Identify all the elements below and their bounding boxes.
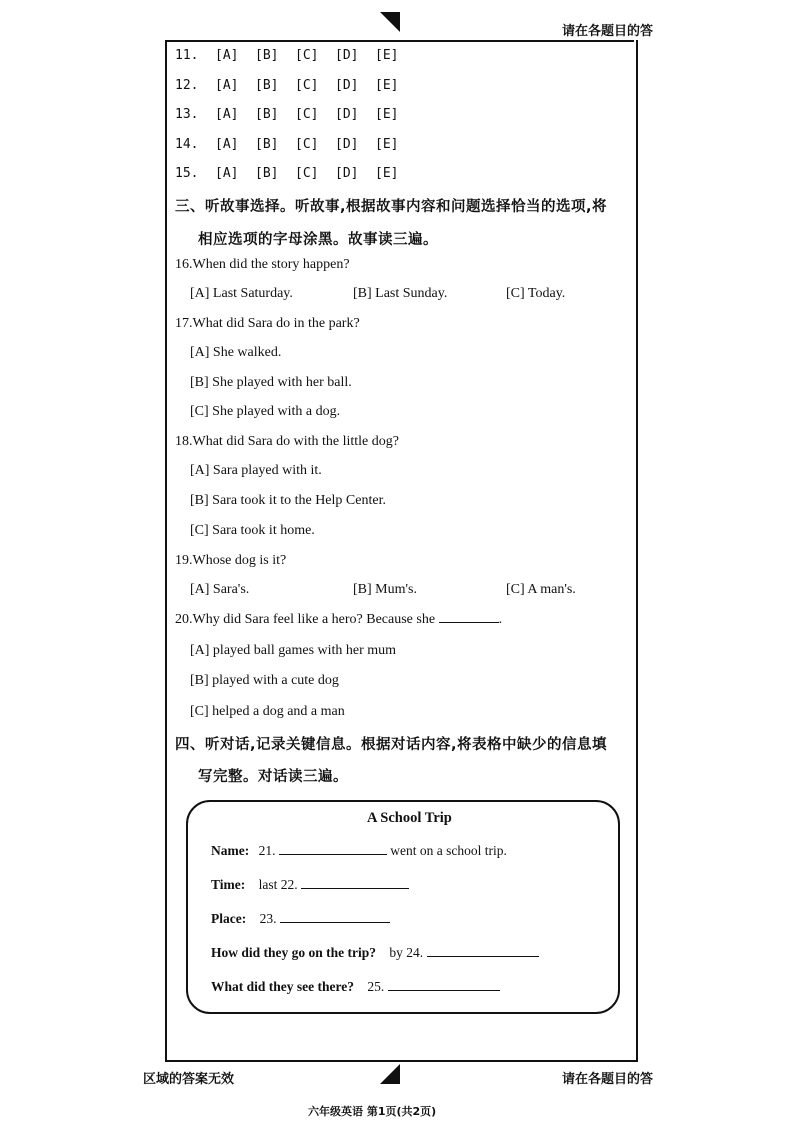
alignment-mark-icon <box>380 1064 402 1086</box>
q17-option-b[interactable]: [B] She played with her ball. <box>190 375 352 390</box>
bubble-d[interactable]: [D] <box>335 48 359 63</box>
trip-how-row: How did they go on the trip? by 24. <box>211 945 539 961</box>
section3-heading-line1: 三、听故事选择。听故事,根据故事内容和问题选择恰当的选项,将 <box>175 199 608 215</box>
bubble-d[interactable]: [D] <box>335 137 359 152</box>
bubble-c[interactable]: [C] <box>295 107 319 122</box>
bubble-c[interactable]: [C] <box>295 48 319 63</box>
school-trip-title: A School Trip <box>367 810 452 826</box>
bubble-b[interactable]: [B] <box>255 137 279 152</box>
bubble-e[interactable]: [E] <box>375 137 399 152</box>
q16-option-b[interactable]: [B] Last Sunday. <box>353 286 448 301</box>
q20-option-c[interactable]: [C] helped a dog and a man <box>190 704 345 719</box>
section4-heading-line1: 四、听对话,记录关键信息。根据对话内容,将表格中缺少的信息填 <box>175 737 608 753</box>
bubble-b[interactable]: [B] <box>255 78 279 93</box>
bubble-b[interactable]: [B] <box>255 166 279 181</box>
section3-heading-line2: 相应选项的字母涂黑。故事读三遍。 <box>198 232 438 248</box>
bubble-b[interactable]: [B] <box>255 107 279 122</box>
question-19: 19.Whose dog is it? <box>175 553 287 568</box>
bubble-c[interactable]: [C] <box>295 78 319 93</box>
q19-option-c[interactable]: [C] A man's. <box>506 582 576 597</box>
bubble-e[interactable]: [E] <box>375 107 399 122</box>
bubble-e[interactable]: [E] <box>375 78 399 93</box>
bubble-b[interactable]: [B] <box>255 48 279 63</box>
trip-place-row: Place: 23. <box>211 911 390 927</box>
q18-option-b[interactable]: [B] Sara took it to the Help Center. <box>190 493 386 508</box>
q20-option-a[interactable]: [A] played ball games with her mum <box>190 643 397 658</box>
section4-heading-line2: 写完整。对话读三遍。 <box>198 769 348 785</box>
bubble-a[interactable]: [A] <box>215 107 239 122</box>
alignment-mark-icon <box>380 12 402 34</box>
trip-name-row: Name: 21. went on a school trip. <box>211 843 507 858</box>
answer-row-14: 14. [A] [B] [C] [D] [E] <box>175 137 415 153</box>
bubble-e[interactable]: [E] <box>375 48 399 63</box>
bubble-d[interactable]: [D] <box>335 107 359 122</box>
answer-blank-23[interactable] <box>280 922 390 923</box>
question-18: 18.What did Sara do with the little dog? <box>175 434 399 449</box>
header-note: 请在各题目的答 <box>562 24 654 39</box>
answer-row-13: 13. [A] [B] [C] [D] [E] <box>175 107 415 123</box>
bubble-d[interactable]: [D] <box>335 166 359 181</box>
bubble-a[interactable]: [A] <box>215 48 239 63</box>
footer-right-note: 请在各题目的答 <box>562 1072 654 1087</box>
bubble-a[interactable]: [A] <box>215 166 239 181</box>
answer-blank-21[interactable] <box>279 854 387 855</box>
q17-option-c[interactable]: [C] She played with a dog. <box>190 404 341 419</box>
q17-option-a[interactable]: [A] She walked. <box>190 345 282 360</box>
q19-option-b[interactable]: [B] Mum's. <box>353 582 417 597</box>
q19-option-a[interactable]: [A] Sara's. <box>190 582 250 597</box>
answer-row-11: 11. [A] [B] [C] [D] [E] <box>175 48 415 64</box>
bubble-d[interactable]: [D] <box>335 78 359 93</box>
bubble-e[interactable]: [E] <box>375 166 399 181</box>
answer-blank-22[interactable] <box>301 888 409 889</box>
footer-left-note: 区域的答案无效 <box>143 1072 235 1087</box>
answer-blank-25[interactable] <box>388 990 500 991</box>
trip-what-row: What did they see there? 25. <box>211 979 500 995</box>
question-20: 20.Why did Sara feel like a hero? Because she . <box>175 612 503 627</box>
bubble-c[interactable]: [C] <box>295 137 319 152</box>
bubble-a[interactable]: [A] <box>215 137 239 152</box>
bubble-a[interactable]: [A] <box>215 78 239 93</box>
q16-option-a[interactable]: [A] Last Saturday. <box>190 286 293 301</box>
q16-option-c[interactable]: [C] Today. <box>506 286 566 301</box>
page-footer: 六年级英语 第1页(共2页) <box>308 1105 437 1118</box>
question-17: 17.What did Sara do in the park? <box>175 316 360 331</box>
trip-time-row: Time: last 22. <box>211 877 409 893</box>
answer-blank-24[interactable] <box>427 956 539 957</box>
answer-row-15: 15. [A] [B] [C] [D] [E] <box>175 166 415 182</box>
bubble-c[interactable]: [C] <box>295 166 319 181</box>
answer-row-12: 12. [A] [B] [C] [D] [E] <box>175 78 415 94</box>
q18-option-a[interactable]: [A] Sara played with it. <box>190 463 322 478</box>
question-16: 16.When did the story happen? <box>175 257 350 272</box>
q20-option-b[interactable]: [B] played with a cute dog <box>190 673 339 688</box>
answer-blank[interactable] <box>439 622 499 623</box>
q18-option-c[interactable]: [C] Sara took it home. <box>190 523 315 538</box>
